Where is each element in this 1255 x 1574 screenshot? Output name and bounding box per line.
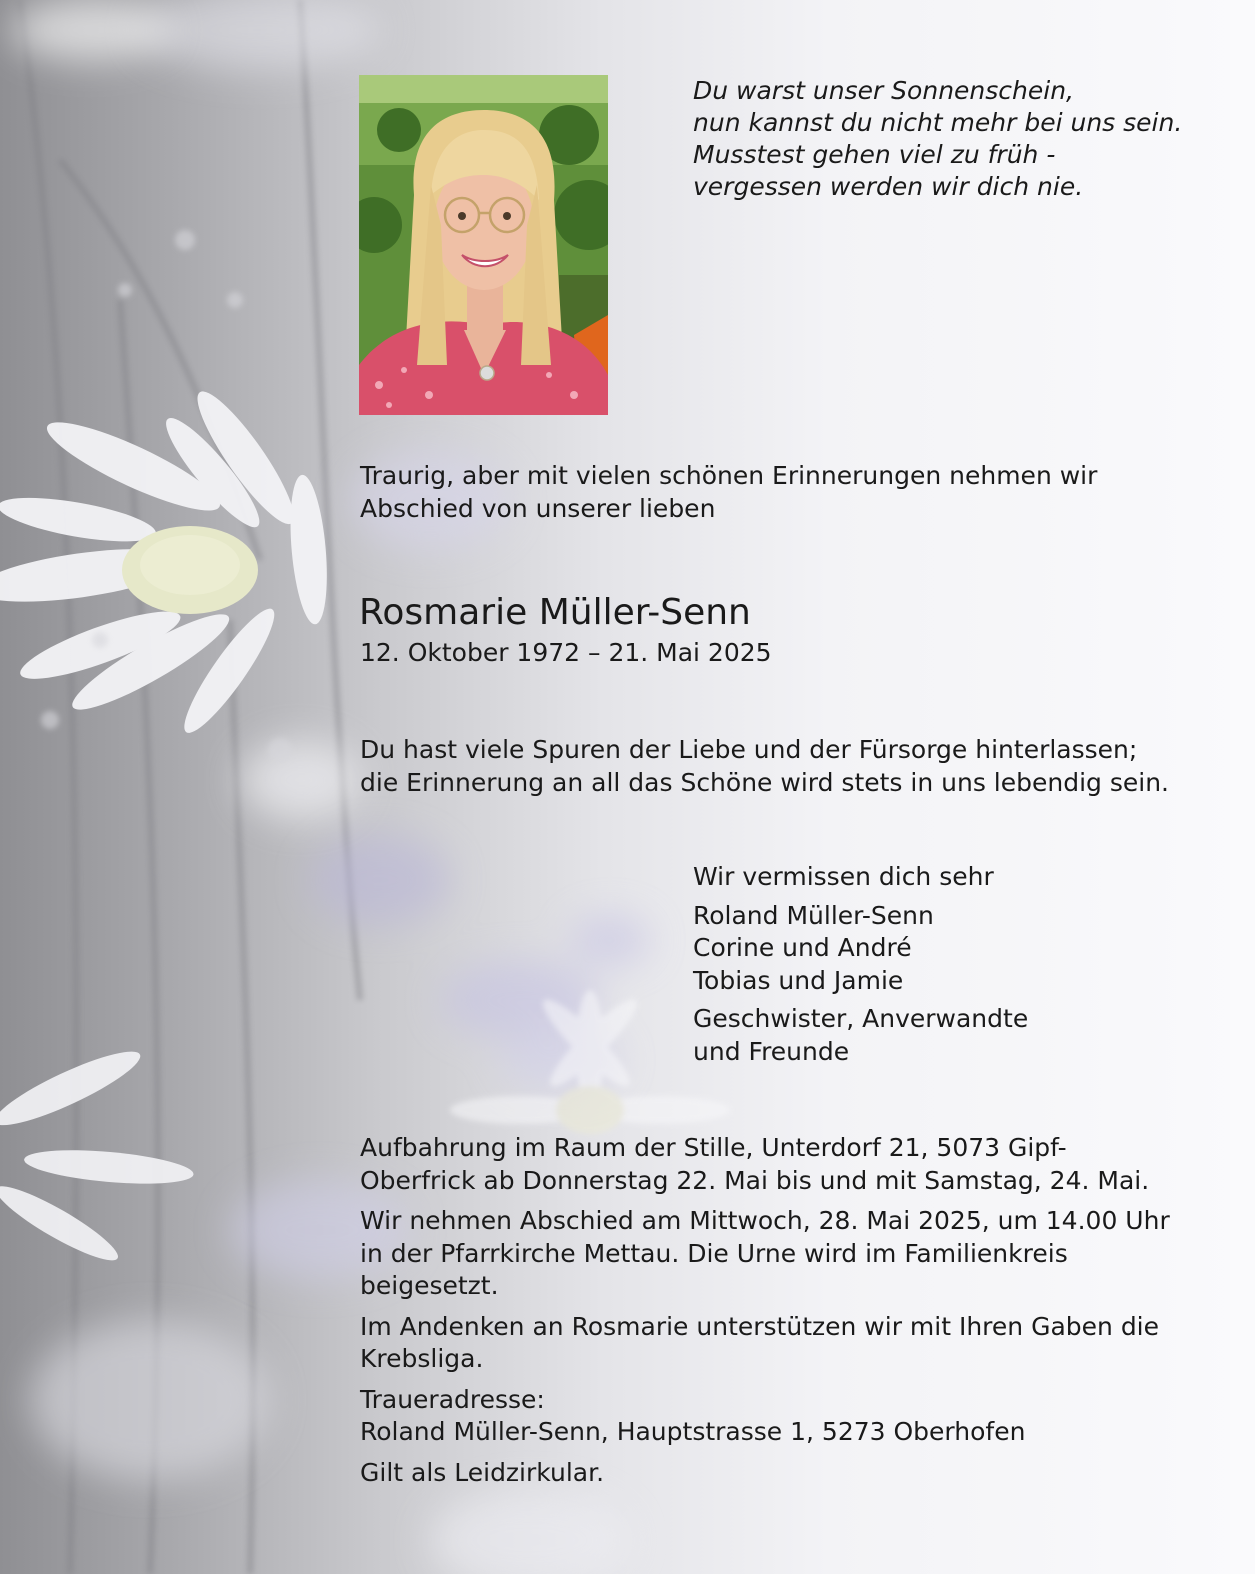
- life-dates: 12. Oktober 1972 – 21. Mai 2025: [360, 638, 772, 667]
- family-heading: Wir vermissen dich sehr: [693, 862, 994, 891]
- poem-line: vergessen werden wir dich nie.: [693, 172, 1084, 201]
- legacy-line: die Erinnerung an all das Schöne wird stets in uns lebendig sein.: [360, 767, 1169, 797]
- mourning-family: [693, 861, 1028, 1068]
- memorial-poem: [693, 75, 1182, 203]
- circular-note: Gilt als Leidzirkular.: [360, 1457, 605, 1487]
- family-member: Corine und André: [693, 933, 912, 962]
- poem-line: nun kannst du nicht mehr bei uns sein.: [693, 108, 1183, 137]
- farewell-intro: [360, 460, 1097, 525]
- service-info: [360, 1205, 1170, 1303]
- donation-line: Krebsliga.: [360, 1344, 484, 1373]
- mourning-address: [360, 1384, 1170, 1449]
- service-line: Wir nehmen Abschied am Mittwoch, 28. Mai 2025, um 14.00 Uhr: [360, 1206, 1170, 1235]
- viewing-line: Oberfrick ab Donnerstag 22. Mai bis und mit Samstag, 24. Mai.: [360, 1165, 1150, 1195]
- viewing-line: Aufbahrung im Raum der Stille, Unterdorf 21, 5073 Gipf-: [360, 1133, 1067, 1162]
- service-line: beigesetzt.: [360, 1271, 499, 1300]
- poem-line: Musstest gehen viel zu früh -: [693, 140, 1056, 169]
- donation-line: Im Andenken an Rosmarie unterstützen wir mit Ihren Gaben die: [360, 1311, 1160, 1341]
- family-member: Tobias und Jamie: [693, 965, 904, 995]
- family-relatives: und Freunde: [693, 1036, 850, 1066]
- portrait-photo: [359, 75, 608, 415]
- daisy-bottom-left: [0, 1040, 195, 1270]
- daisy-left-large: [0, 382, 332, 741]
- deceased-name: Rosmarie Müller-Senn: [359, 592, 751, 633]
- service-line: in der Pfarrkirche Mettau. Die Urne wird im Familienkreis: [360, 1238, 1068, 1268]
- poem-line: Du warst unser Sonnenschein,: [693, 76, 1074, 105]
- legacy-text: [360, 734, 1169, 799]
- family-member: Roland Müller-Senn: [693, 900, 934, 930]
- legacy-line: Du hast viele Spuren der Liebe und der Fürsorge hinterlassen;: [360, 735, 1138, 764]
- viewing-info: [360, 1132, 1170, 1197]
- address-label: Traueradresse:: [360, 1384, 545, 1414]
- intro-line: Traurig, aber mit vielen schönen Erinnerungen nehmen wir: [360, 461, 1098, 490]
- intro-line: Abschied von unserer lieben: [360, 493, 716, 523]
- ceremony-information: [360, 1132, 1170, 1489]
- address-line: Roland Müller-Senn, Hauptstrasse 1, 5273 Oberhofen: [360, 1417, 1026, 1446]
- family-relatives: Geschwister, Anverwandte: [693, 1004, 1029, 1033]
- donation-info: [360, 1311, 1170, 1376]
